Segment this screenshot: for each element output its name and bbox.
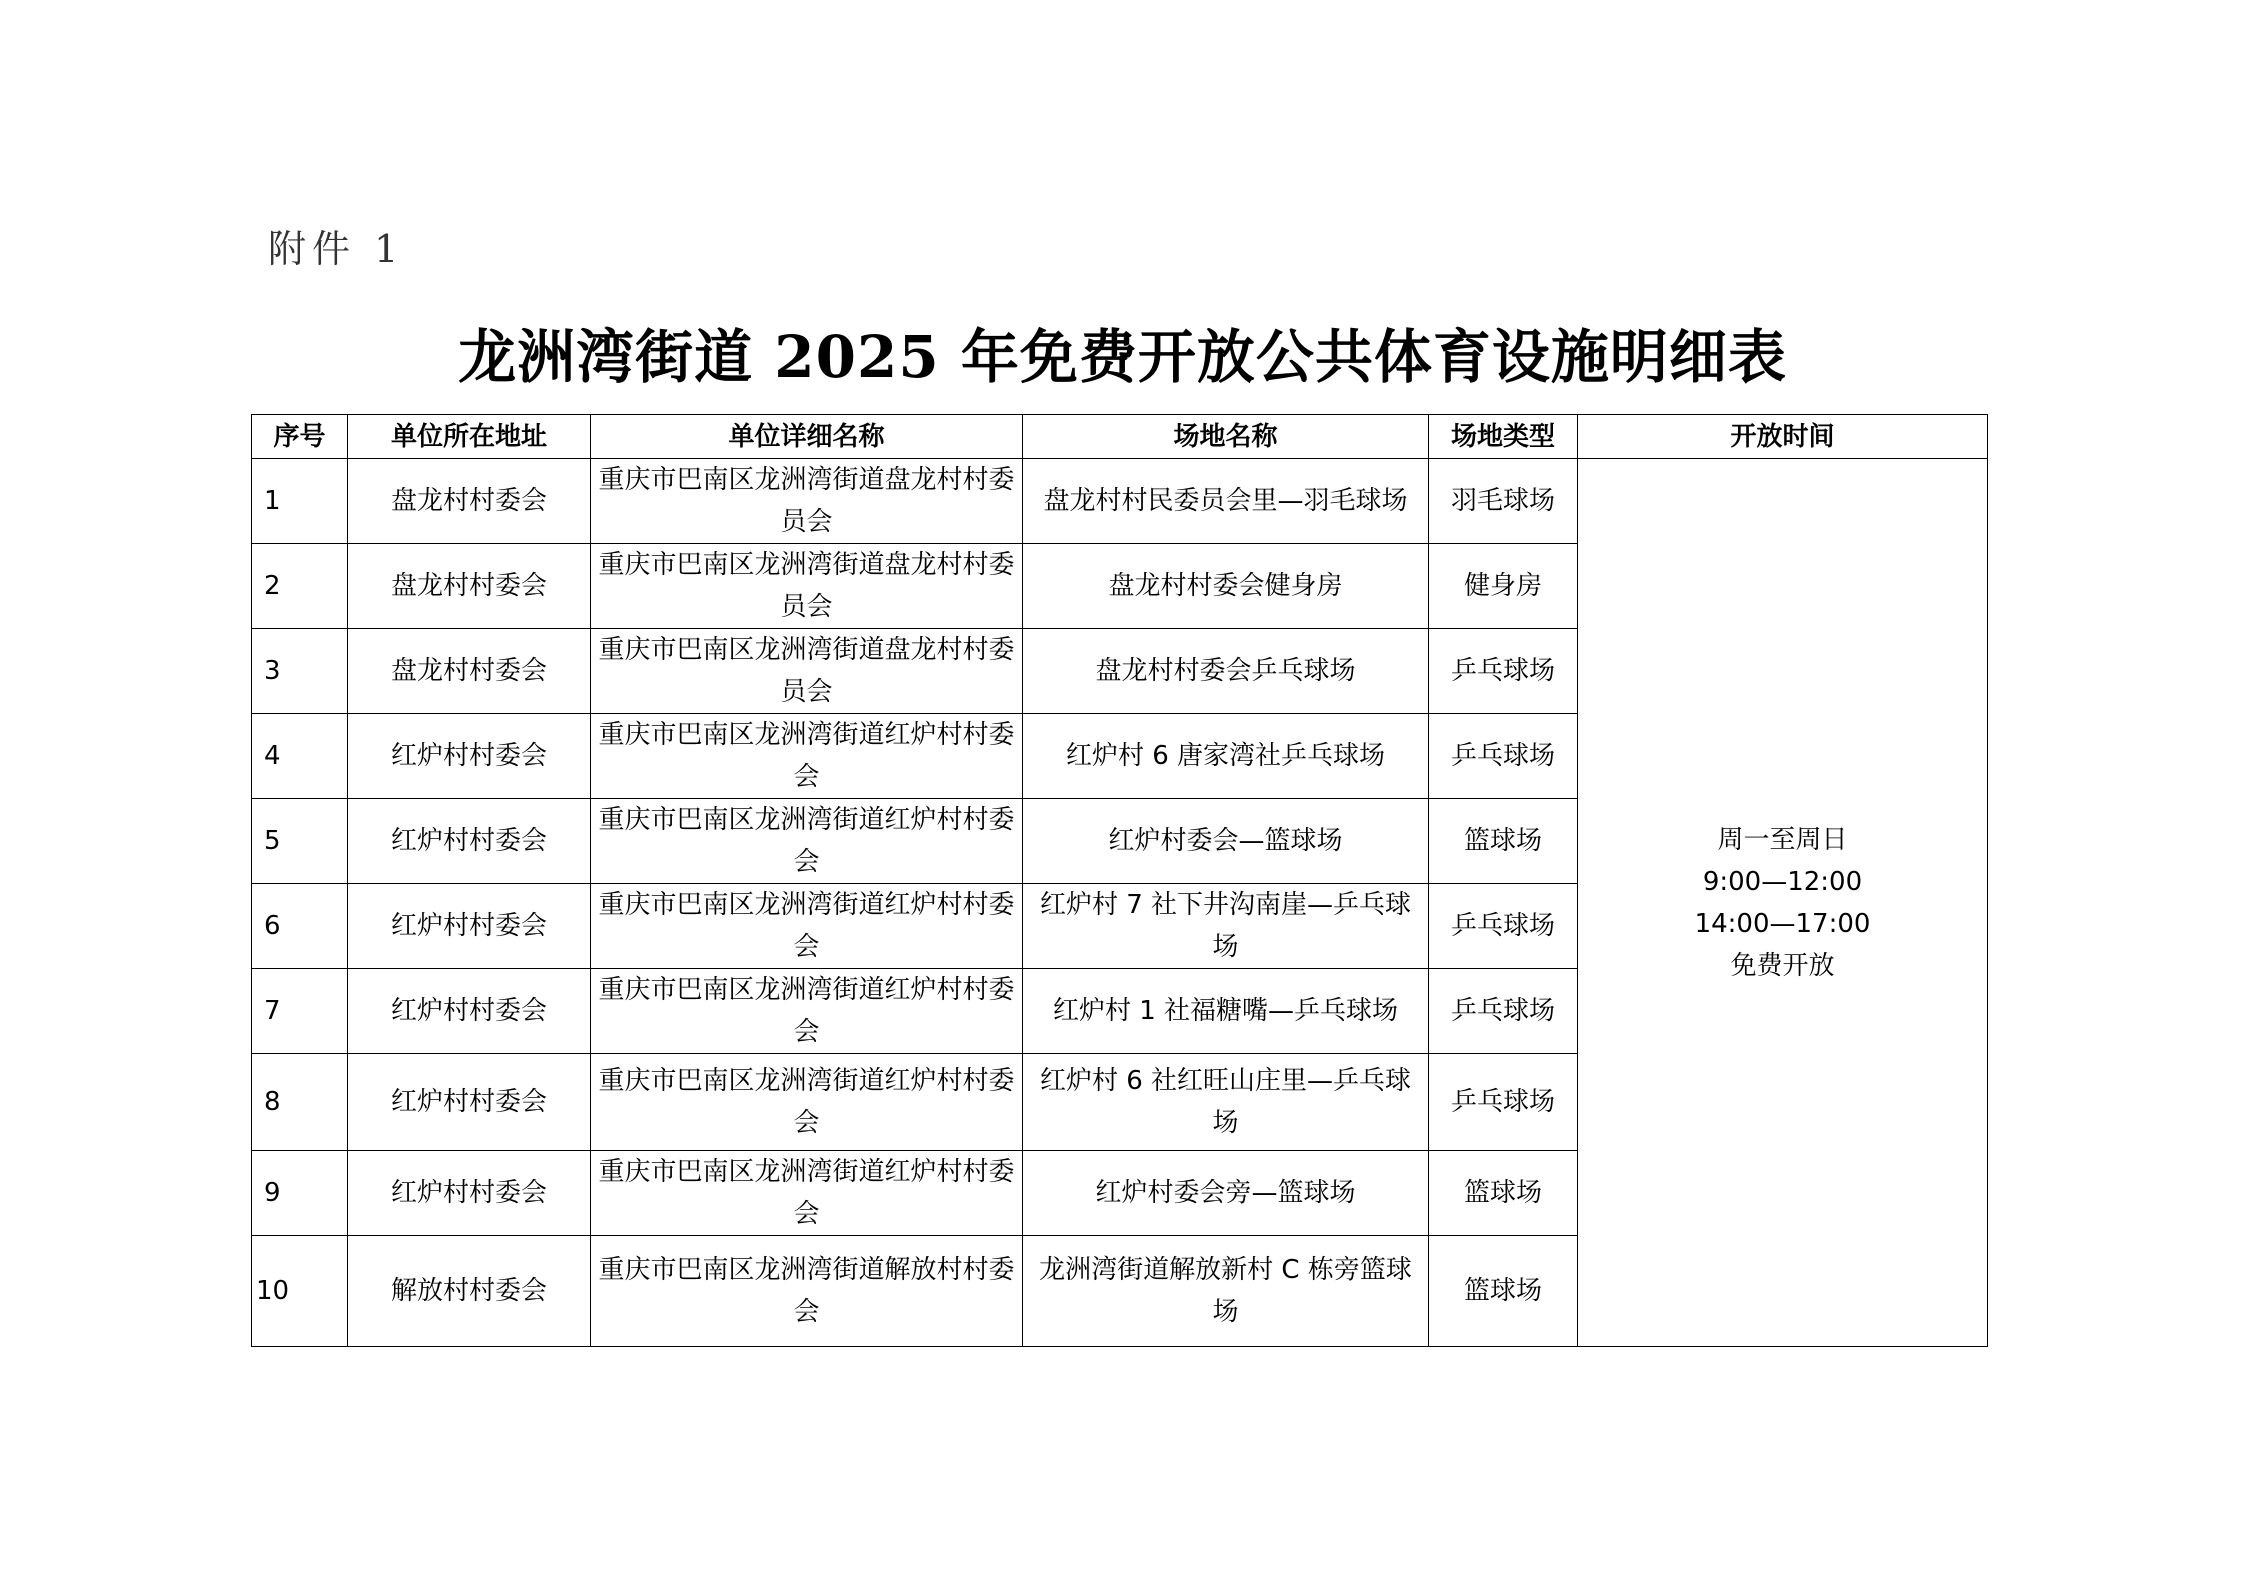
cell-unit-name: 重庆市巴南区龙洲湾街道红炉村村委会 — [591, 799, 1023, 884]
cell-address: 红炉村村委会 — [348, 884, 591, 969]
cell-unit-name: 重庆市巴南区龙洲湾街道红炉村村委会 — [591, 1151, 1023, 1236]
cell-address: 红炉村村委会 — [348, 714, 591, 799]
facilities-table — [251, 414, 1988, 1347]
cell-address: 红炉村村委会 — [348, 799, 591, 884]
cell-address: 盘龙村村委会 — [348, 544, 591, 629]
table-row — [252, 459, 1988, 544]
cell-venue-type: 乒乓球场 — [1429, 629, 1578, 714]
open-note: 免费开放 — [1730, 950, 1835, 981]
header-address: 单位所在地址 — [348, 415, 591, 459]
attachment-label: 附件 1 — [268, 227, 405, 271]
cell-address: 红炉村村委会 — [348, 969, 591, 1054]
cell-venue-type: 健身房 — [1429, 544, 1578, 629]
open-afternoon: 14:00—17:00 — [1694, 908, 1871, 939]
cell-unit-name: 重庆市巴南区龙洲湾街道盘龙村村委员会 — [591, 629, 1023, 714]
cell-venue-type: 羽毛球场 — [1429, 459, 1578, 544]
cell-venue-name: 红炉村 7 社下井沟南崖—乒乓球场 — [1023, 884, 1429, 969]
cell-address: 盘龙村村委会 — [348, 629, 591, 714]
header-venue-type: 场地类型 — [1429, 415, 1578, 459]
cell-venue-type: 乒乓球场 — [1429, 1054, 1578, 1151]
cell-seq: 8 — [252, 1054, 348, 1151]
cell-venue-name: 盘龙村村委会乒乓球场 — [1023, 629, 1429, 714]
cell-address: 红炉村村委会 — [348, 1151, 591, 1236]
cell-unit-name: 重庆市巴南区龙洲湾街道解放村村委会 — [591, 1236, 1023, 1347]
cell-seq: 7 — [252, 969, 348, 1054]
cell-seq: 6 — [252, 884, 348, 969]
cell-venue-name: 龙洲湾街道解放新村 C 栋旁篮球场 — [1023, 1236, 1429, 1347]
table-header-row — [252, 415, 1988, 459]
cell-unit-name: 重庆市巴南区龙洲湾街道盘龙村村委员会 — [591, 544, 1023, 629]
cell-unit-name: 重庆市巴南区龙洲湾街道红炉村村委会 — [591, 884, 1023, 969]
cell-venue-name: 盘龙村村委会健身房 — [1023, 544, 1429, 629]
cell-seq: 1 — [252, 459, 348, 544]
cell-seq: 4 — [252, 714, 348, 799]
cell-venue-type: 篮球场 — [1429, 1236, 1578, 1347]
open-days: 周一至周日 — [1717, 824, 1848, 855]
cell-unit-name: 重庆市巴南区龙洲湾街道红炉村村委会 — [591, 714, 1023, 799]
cell-open-time — [1578, 459, 1988, 1347]
cell-seq: 9 — [252, 1151, 348, 1236]
cell-seq: 5 — [252, 799, 348, 884]
cell-address: 盘龙村村委会 — [348, 459, 591, 544]
cell-venue-name: 红炉村 6 唐家湾社乒乓球场 — [1023, 714, 1429, 799]
cell-venue-type: 篮球场 — [1429, 799, 1578, 884]
cell-seq: 2 — [252, 544, 348, 629]
cell-venue-name: 红炉村委会旁—篮球场 — [1023, 1151, 1429, 1236]
cell-unit-name: 重庆市巴南区龙洲湾街道盘龙村村委员会 — [591, 459, 1023, 544]
cell-venue-type: 乒乓球场 — [1429, 714, 1578, 799]
page-title: 龙洲湾街道 2025 年免费开放公共体育设施明细表 — [458, 323, 1787, 391]
header-seq: 序号 — [252, 415, 348, 459]
cell-seq: 3 — [252, 629, 348, 714]
cell-venue-name: 盘龙村村民委员会里—羽毛球场 — [1023, 459, 1429, 544]
cell-venue-name: 红炉村 6 社红旺山庄里—乒乓球场 — [1023, 1054, 1429, 1151]
cell-seq: 10 — [252, 1236, 348, 1347]
cell-venue-type: 乒乓球场 — [1429, 884, 1578, 969]
cell-venue-name: 红炉村 1 社福糖嘴—乒乓球场 — [1023, 969, 1429, 1054]
header-open-time: 开放时间 — [1578, 415, 1988, 459]
cell-address: 解放村村委会 — [348, 1236, 591, 1347]
cell-unit-name: 重庆市巴南区龙洲湾街道红炉村村委会 — [591, 1054, 1023, 1151]
cell-unit-name: 重庆市巴南区龙洲湾街道红炉村村委会 — [591, 969, 1023, 1054]
cell-venue-name: 红炉村委会—篮球场 — [1023, 799, 1429, 884]
open-morning: 9:00—12:00 — [1702, 866, 1863, 897]
cell-venue-type: 乒乓球场 — [1429, 969, 1578, 1054]
cell-address: 红炉村村委会 — [348, 1054, 591, 1151]
header-unit-name: 单位详细名称 — [591, 415, 1023, 459]
header-venue-name: 场地名称 — [1023, 415, 1429, 459]
cell-venue-type: 篮球场 — [1429, 1151, 1578, 1236]
